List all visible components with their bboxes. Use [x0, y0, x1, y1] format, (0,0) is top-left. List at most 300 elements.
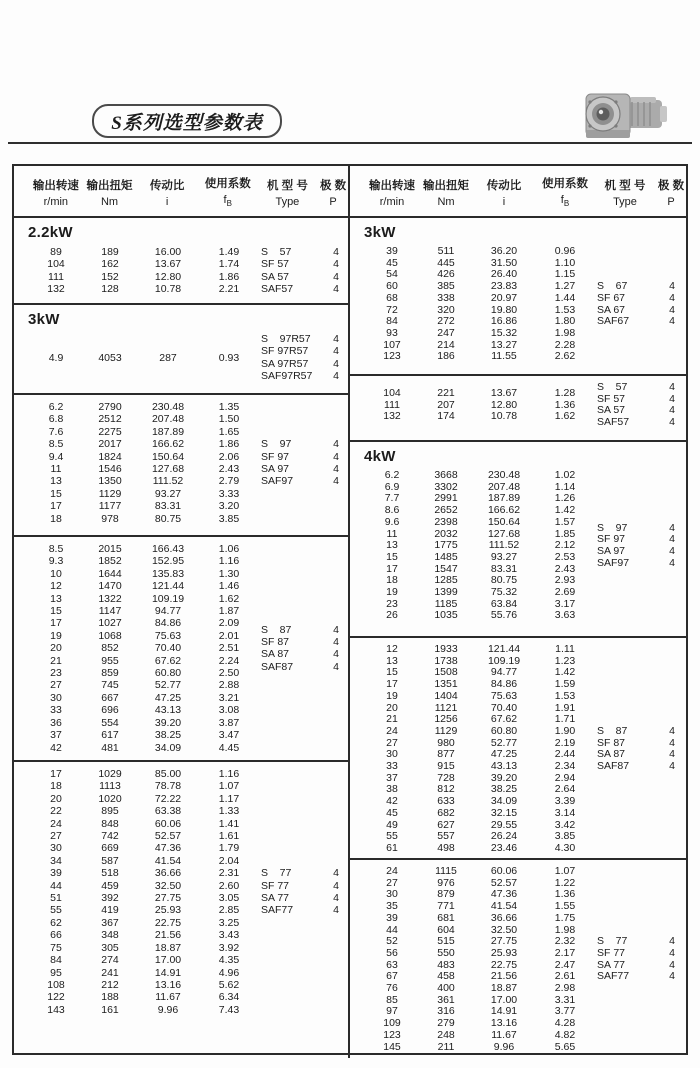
pole-count: 4 [333, 345, 339, 358]
cell-ratio: 94.77 [154, 605, 182, 618]
pole-count: 4 [669, 748, 675, 761]
cell-service-factor: 1.16 [218, 768, 240, 780]
type-row [261, 867, 348, 879]
table-row [28, 929, 258, 941]
cell-ratio: 31.50 [490, 256, 518, 269]
pole-count: 4 [669, 291, 675, 304]
cell-speed: 49 [386, 818, 398, 831]
pole-count: 4 [333, 438, 339, 451]
numeric-rows [28, 768, 258, 1016]
cell-torque: 627 [437, 818, 455, 831]
cell-speed: 56 [386, 946, 398, 959]
cell-ratio: 20.97 [490, 291, 518, 304]
cell-speed: 27 [50, 679, 62, 692]
pole-count: 4 [669, 533, 675, 546]
type-row [261, 661, 348, 673]
block-content [14, 330, 348, 383]
table-row [28, 979, 258, 991]
cell-speed: 123 [383, 1028, 401, 1041]
cell-speed: 104 [47, 258, 65, 271]
cell-torque: 2652 [434, 504, 458, 517]
header-col-2 [135, 166, 199, 216]
cell-ratio: 34.09 [490, 795, 518, 808]
cell-torque: 272 [437, 315, 455, 328]
cell-service-factor: 1.22 [554, 876, 576, 889]
cell-speed: 89 [50, 246, 62, 258]
cell-torque: 1256 [434, 713, 458, 726]
cell-service-factor: 1.79 [218, 842, 240, 855]
cell-speed: 21 [50, 654, 62, 667]
cell-service-factor: 1.61 [218, 830, 240, 843]
cell-speed: 11 [386, 527, 398, 540]
cell-torque: 511 [437, 245, 455, 257]
table-row [28, 617, 258, 629]
cell-torque: 812 [437, 783, 455, 796]
table-column-right [350, 218, 686, 1058]
cell-service-factor: 1.46 [218, 580, 240, 593]
cell-torque: 1185 [434, 597, 458, 610]
cell-torque: 498 [437, 841, 455, 854]
pole-count: 4 [333, 904, 339, 917]
cell-speed: 6.2 [384, 469, 400, 481]
header-unit: Type [613, 195, 637, 208]
cell-ratio: 10.78 [154, 283, 182, 296]
cell-service-factor: 1.02 [554, 469, 576, 481]
type-label: SA 57 [597, 404, 626, 417]
cell-ratio: 21.56 [490, 970, 518, 983]
cell-ratio: 47.36 [490, 888, 518, 901]
cell-torque: 211 [437, 1040, 455, 1053]
cell-service-factor: 1.55 [554, 900, 576, 913]
table-row [364, 328, 594, 340]
header-label: 使用系数 [542, 178, 588, 191]
cell-torque: 1027 [98, 617, 122, 630]
cell-ratio: 13.27 [490, 338, 518, 351]
header-label: 传动比 [149, 179, 185, 192]
header-col-3 [199, 166, 257, 216]
table-row [28, 867, 258, 879]
type-row [261, 451, 348, 463]
header-col-5 [318, 166, 348, 216]
cell-ratio: 12.80 [154, 270, 182, 283]
cell-torque: 681 [437, 911, 455, 924]
cell-service-factor: 3.25 [218, 916, 240, 929]
table-row [28, 463, 258, 475]
cell-service-factor: 2.69 [554, 586, 576, 599]
cell-ratio: 78.78 [154, 780, 182, 793]
cell-service-factor: 0.93 [218, 351, 240, 364]
type-label: S 97 [261, 438, 292, 451]
cell-torque: 2991 [434, 492, 458, 505]
table-row [28, 793, 258, 805]
cell-service-factor: 5.62 [218, 978, 240, 991]
type-label: SA 57 [261, 270, 290, 283]
table-row [364, 293, 594, 305]
gear-reducer-photo [570, 84, 670, 144]
cell-speed: 35 [386, 900, 398, 913]
table-row [28, 246, 258, 258]
cell-ratio: 109.19 [151, 592, 185, 605]
cell-torque: 587 [101, 854, 119, 867]
cell-service-factor: 2.62 [554, 350, 576, 363]
table-row [28, 580, 258, 592]
cell-service-factor: 3.17 [554, 597, 576, 610]
pole-count: 4 [333, 648, 339, 661]
pole-count: 4 [669, 404, 675, 417]
cell-service-factor: 2.09 [218, 617, 240, 630]
table-row [28, 692, 258, 704]
table-row [28, 488, 258, 500]
header-unit: $f_B$ [223, 194, 232, 209]
table-row [28, 513, 258, 525]
header-label: 输出扭矩 [86, 179, 133, 192]
cell-torque: 859 [101, 667, 119, 680]
cell-service-factor: 2.32 [554, 935, 576, 948]
cell-service-factor: 1.90 [554, 724, 576, 737]
cell-ratio: 22.75 [490, 958, 518, 971]
cell-speed: 19 [386, 586, 398, 599]
cell-speed: 6.8 [48, 413, 64, 426]
cell-ratio: 23.46 [490, 841, 518, 854]
type-row [261, 345, 348, 357]
cell-service-factor: 1.41 [218, 817, 240, 830]
cell-torque: 459 [101, 879, 119, 892]
cell-ratio: 52.57 [490, 876, 518, 889]
cell-ratio: 27.75 [490, 935, 518, 948]
page-title-box [92, 104, 282, 138]
cell-torque: 481 [101, 741, 119, 754]
table-row [28, 892, 258, 904]
power-block [350, 636, 686, 858]
cell-speed: 18 [50, 780, 62, 793]
type-row [597, 971, 686, 983]
pole-count: 4 [333, 867, 339, 880]
type-group [261, 624, 348, 674]
cell-speed: 62 [50, 916, 62, 929]
cell-speed: 13 [50, 475, 62, 488]
type-label: SAF97 [597, 556, 630, 569]
type-row [597, 761, 686, 773]
cell-service-factor: 4.30 [554, 841, 576, 854]
cell-service-factor: 1.80 [554, 315, 576, 328]
cell-speed: 61 [386, 841, 398, 854]
cell-ratio: 43.13 [154, 704, 182, 717]
cell-ratio: 67.62 [154, 654, 182, 667]
cell-speed: 63 [386, 958, 398, 971]
pole-count: 4 [669, 724, 675, 737]
cell-ratio: 12.80 [490, 398, 518, 411]
cell-ratio: 84.86 [154, 617, 182, 630]
cell-speed: 132 [383, 410, 401, 423]
type-row [261, 648, 348, 660]
cell-torque: 426 [437, 268, 455, 281]
numeric-rows [28, 543, 258, 754]
type-label: SF 87 [597, 736, 626, 749]
cell-torque: 4053 [98, 351, 122, 364]
table-row [28, 271, 258, 283]
table-row [28, 630, 258, 642]
cell-speed: 27 [386, 736, 398, 749]
numeric-rows [28, 246, 258, 296]
cell-ratio: 75.63 [490, 689, 518, 702]
block-content [14, 243, 348, 296]
table-row [28, 283, 258, 295]
cell-service-factor: 2.19 [554, 736, 576, 749]
cell-ratio: 47.25 [490, 748, 518, 761]
cell-speed: 93 [386, 326, 398, 339]
cell-service-factor: 1.91 [554, 701, 576, 714]
cell-service-factor: 1.98 [554, 326, 576, 339]
cell-ratio: 25.93 [154, 904, 182, 917]
cell-speed: 66 [50, 929, 62, 942]
cell-torque: 518 [101, 867, 119, 880]
cell-speed: 34 [50, 854, 62, 867]
cell-service-factor: 2.12 [554, 539, 576, 552]
cell-service-factor: 3.87 [218, 716, 240, 729]
cell-torque: 1121 [434, 701, 458, 714]
power-block [350, 218, 686, 374]
cell-ratio: 18.87 [154, 941, 182, 954]
cell-torque: 483 [437, 958, 455, 971]
cell-service-factor: 1.36 [554, 888, 576, 901]
cell-torque: 1547 [434, 562, 458, 575]
cell-service-factor: 2.53 [554, 550, 576, 563]
block-content [14, 762, 348, 1016]
cell-torque: 728 [437, 771, 455, 784]
cell-speed: 17 [50, 500, 62, 513]
cell-ratio: 109.19 [487, 654, 521, 667]
cell-service-factor: 6.34 [218, 991, 240, 1004]
type-row [261, 333, 348, 345]
cell-service-factor: 1.26 [554, 492, 576, 505]
header-unit: r/min [379, 195, 405, 208]
cell-torque: 2512 [98, 413, 122, 426]
cell-speed: 42 [386, 795, 398, 808]
cell-service-factor: 3.20 [218, 500, 240, 513]
cell-service-factor: 2.61 [554, 970, 576, 983]
pole-count: 4 [333, 892, 339, 905]
cell-speed: 111 [48, 270, 64, 283]
cell-speed: 39 [50, 867, 62, 880]
cell-service-factor: 1.50 [218, 413, 240, 426]
type-label: SF 87 [261, 636, 290, 649]
cell-speed: 9.4 [48, 450, 64, 463]
table-row [28, 352, 258, 364]
cell-torque: 1177 [98, 500, 122, 513]
cell-service-factor: 1.14 [554, 480, 576, 493]
cell-ratio: 60.06 [490, 865, 518, 877]
type-group [261, 438, 348, 488]
cell-ratio: 38.25 [490, 783, 518, 796]
table-row [28, 593, 258, 605]
cell-speed: 55 [50, 904, 62, 917]
power-block [14, 535, 348, 760]
table-row [364, 761, 594, 773]
cell-service-factor: 3.63 [554, 609, 576, 622]
cell-ratio: 18.87 [490, 982, 518, 995]
cell-speed: 85 [386, 993, 398, 1006]
header-unit: i [502, 195, 506, 208]
cell-ratio: 75.32 [490, 586, 518, 599]
type-label: SF 97R57 [261, 345, 309, 358]
table-row [28, 475, 258, 487]
cell-service-factor: 1.07 [218, 780, 240, 793]
cell-speed: 68 [386, 291, 398, 304]
cell-service-factor: 2.34 [554, 760, 576, 773]
cell-service-factor: 1.42 [554, 666, 576, 679]
cell-service-factor: 7.43 [218, 1003, 240, 1016]
cell-torque: 604 [437, 923, 455, 936]
cell-speed: 20 [386, 701, 398, 714]
table-row [364, 843, 594, 855]
pole-count: 4 [669, 381, 675, 393]
numeric-rows [28, 352, 258, 364]
cell-speed: 30 [50, 691, 62, 704]
cell-torque: 852 [101, 642, 119, 655]
pole-count: 4 [669, 392, 675, 405]
cell-torque: 162 [101, 258, 119, 271]
table-row [28, 438, 258, 450]
cell-torque: 1404 [434, 689, 458, 702]
cell-torque: 392 [101, 892, 119, 905]
cell-ratio: 36.66 [154, 867, 182, 880]
type-row [261, 438, 348, 450]
cell-ratio: 230.48 [151, 401, 185, 413]
table-row [28, 768, 258, 780]
type-row [597, 546, 686, 558]
header-col-1 [420, 166, 472, 216]
cell-torque: 1644 [98, 567, 122, 580]
cell-torque: 186 [437, 350, 455, 363]
type-label: S 87 [597, 724, 628, 737]
cell-torque: 3668 [434, 469, 458, 481]
cell-service-factor: 5.65 [554, 1040, 576, 1053]
type-row [261, 624, 348, 636]
cell-ratio: 63.84 [490, 597, 518, 610]
type-label: SA 97 [261, 463, 290, 476]
pole-count: 4 [669, 970, 675, 983]
table-row [28, 830, 258, 842]
header-label: 极 数 [319, 179, 347, 192]
cell-torque: 400 [437, 982, 455, 995]
cell-service-factor: 2.51 [218, 642, 240, 655]
type-row [597, 948, 686, 960]
cell-ratio: 11.67 [491, 1028, 517, 1041]
cell-torque: 745 [101, 679, 119, 692]
table-row [364, 1030, 594, 1042]
header-col-4 [594, 166, 656, 216]
cell-service-factor: 2.79 [218, 475, 240, 488]
pole-count: 4 [669, 315, 675, 328]
header-label: 机 型 号 [266, 179, 308, 192]
table-row [28, 717, 258, 729]
cell-ratio: 70.40 [490, 701, 518, 714]
cell-service-factor: 1.53 [554, 303, 576, 316]
cell-torque: 348 [101, 929, 119, 942]
table-row [28, 451, 258, 463]
cell-speed: 10 [50, 567, 62, 580]
cell-speed: 8.6 [384, 504, 400, 517]
cell-service-factor: 1.86 [218, 438, 240, 451]
table-row [28, 500, 258, 512]
cell-service-factor: 2.47 [554, 958, 576, 971]
cell-speed: 9.6 [384, 515, 400, 528]
type-row [261, 904, 348, 916]
cell-speed: 8.5 [48, 543, 64, 555]
table-row [28, 679, 258, 691]
header-col-5 [656, 166, 686, 216]
type-row [597, 417, 686, 429]
table-row [28, 904, 258, 916]
cell-speed: 123 [383, 350, 401, 363]
cell-speed: 22 [50, 805, 62, 818]
type-row [597, 558, 686, 570]
cell-speed: 45 [386, 806, 398, 819]
cell-ratio: 135.83 [151, 567, 185, 580]
cell-service-factor: 4.96 [218, 966, 240, 979]
cell-service-factor: 3.85 [554, 830, 576, 843]
cell-speed: 21 [386, 713, 398, 726]
type-label: SAF97 [261, 475, 294, 488]
cell-speed: 6.2 [48, 401, 64, 413]
type-row [261, 358, 348, 370]
pole-count: 4 [333, 475, 339, 488]
pole-count: 4 [669, 760, 675, 773]
cell-service-factor: 1.33 [218, 805, 240, 818]
cell-torque: 955 [101, 654, 119, 667]
cell-speed: 109 [383, 1017, 401, 1030]
pole-count: 4 [333, 283, 339, 296]
header-label: 输出转速 [369, 179, 415, 192]
cell-torque: 1285 [434, 574, 458, 587]
cell-ratio: 39.20 [154, 716, 182, 729]
cell-speed: 52 [386, 935, 398, 948]
cell-speed: 19 [386, 689, 398, 702]
cell-ratio: 94.77 [490, 666, 518, 679]
type-group [261, 333, 348, 383]
header-col-0 [364, 166, 420, 216]
table-header-right [350, 166, 686, 216]
cell-ratio: 16.00 [154, 246, 182, 258]
cell-service-factor: 3.14 [554, 806, 576, 819]
cell-ratio: 32.50 [154, 879, 182, 892]
header-unit: P [667, 195, 675, 208]
cell-speed: 51 [50, 892, 62, 905]
table-row [28, 942, 258, 954]
type-label: S 67 [597, 280, 628, 293]
block-content [14, 395, 348, 525]
cell-speed: 37 [50, 729, 62, 742]
cell-torque: 980 [437, 736, 455, 749]
cell-service-factor: 3.77 [554, 1005, 576, 1018]
cell-torque: 161 [101, 1003, 119, 1016]
type-label: SA 77 [261, 892, 290, 905]
cell-torque: 879 [437, 888, 455, 901]
cell-speed: 6.9 [384, 480, 400, 493]
type-group [597, 523, 686, 570]
power-block [14, 393, 348, 535]
cell-ratio: 13.16 [490, 1017, 518, 1030]
cell-ratio: 60.80 [490, 724, 518, 737]
table-row [364, 913, 594, 925]
cell-torque: 1351 [434, 678, 458, 691]
cell-torque: 1852 [98, 555, 122, 568]
cell-ratio: 17.00 [490, 993, 518, 1006]
cell-service-factor: 1.49 [218, 246, 240, 258]
cell-torque: 207 [437, 398, 455, 411]
cell-ratio: 85.00 [154, 768, 182, 780]
pole-count: 4 [333, 370, 339, 383]
